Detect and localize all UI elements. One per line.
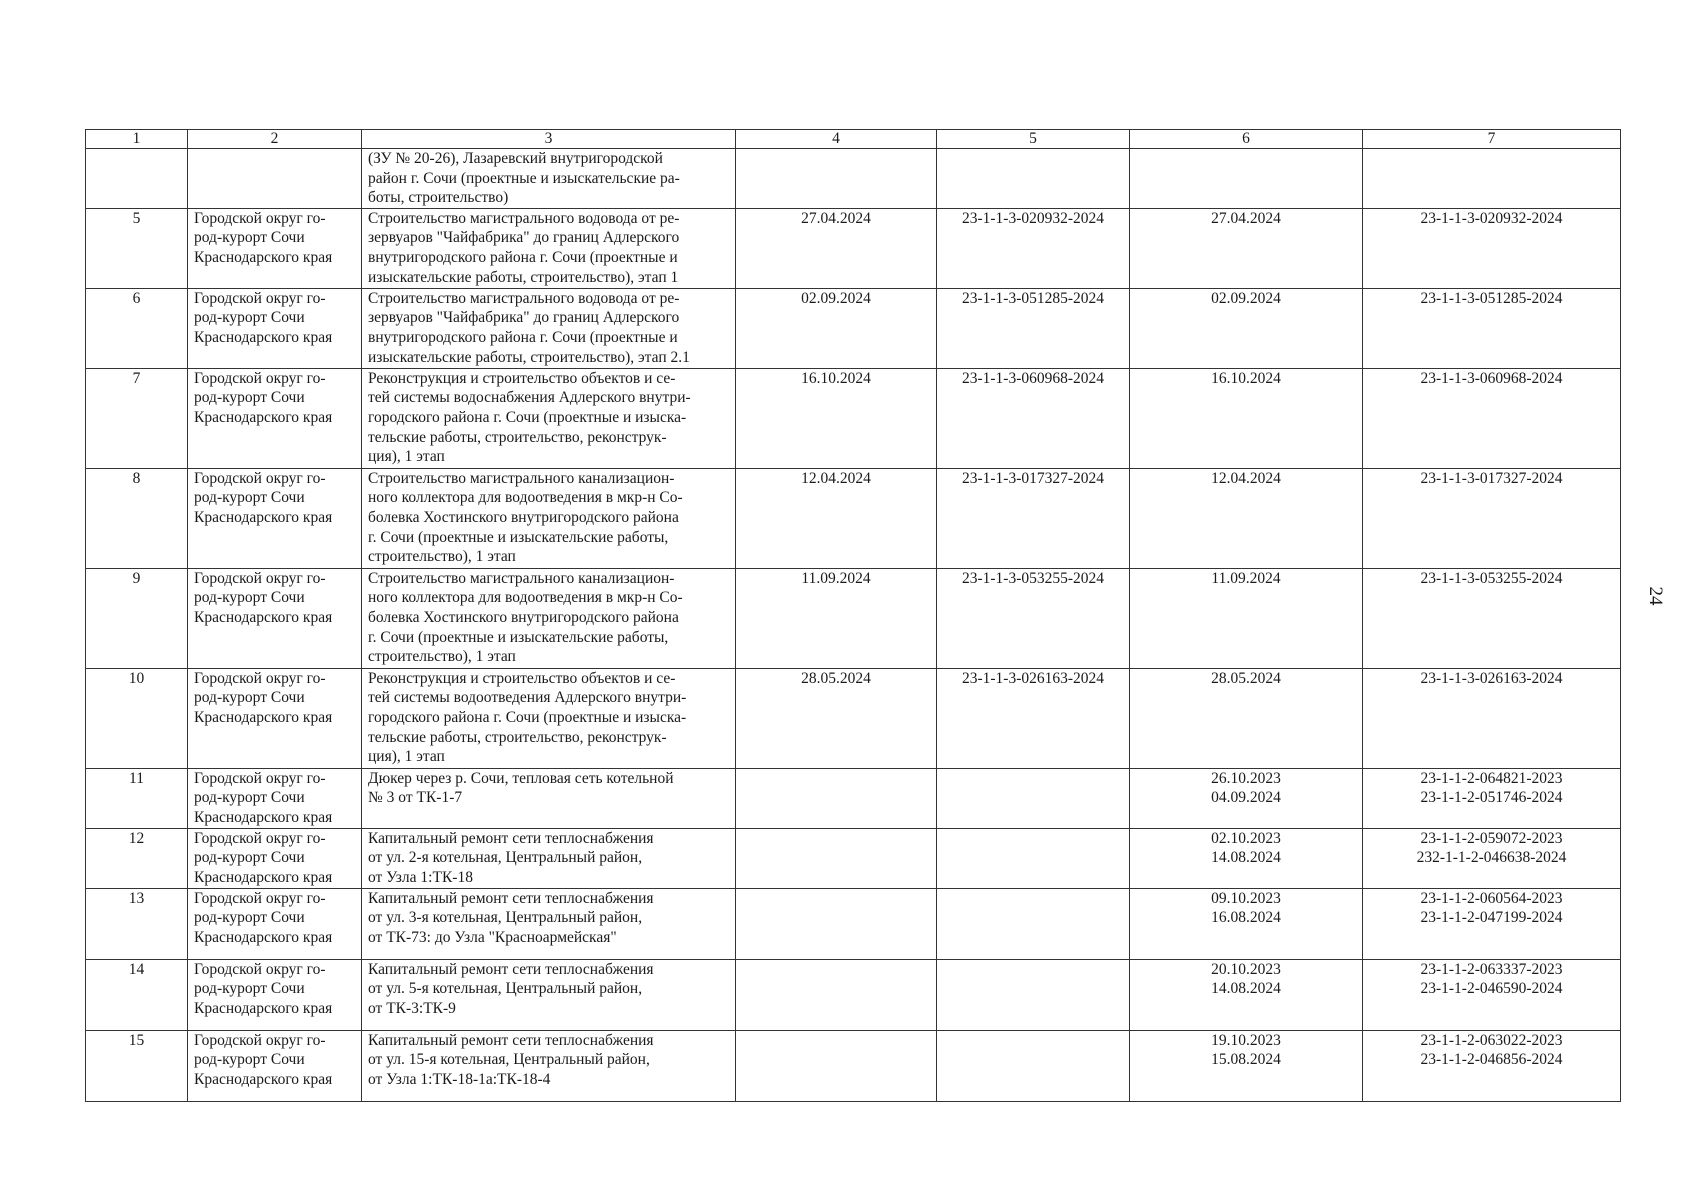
conclusion-number-cell-2: 23-1-1-2-063022-2023 23-1-1-2-046856-2024 xyxy=(1363,1030,1621,1101)
conclusion-number-cell xyxy=(937,888,1130,959)
object-description-cell: Строительство магистрального водовода от ре- зервуаров "Чайфабрика" до границ Адлерского внутригородского района г. Сочи (проектные и изыскательские работы, строительство), этап 1 xyxy=(362,208,736,288)
conclusion-number-cell-2: 23-1-1-3-053255-2024 xyxy=(1363,568,1621,668)
date-cell: 02.09.2024 xyxy=(736,288,937,368)
table-row xyxy=(86,149,1621,209)
object-description-cell: Реконструкция и строительство объектов и се- тей системы водоснабжения Адлерского внутри- городского района г. Сочи (проектные и изыска- тельские работы, строительство, реконструк- ция), 1 этап xyxy=(362,368,736,468)
date-cell-2: 12.04.2024 xyxy=(1130,468,1363,568)
conclusion-number-cell-2: 23-1-1-2-059072-2023 232-1-1-2-046638-2024 xyxy=(1363,828,1621,888)
conclusion-number-cell xyxy=(937,1030,1130,1101)
conclusion-number-cell-2 xyxy=(1363,149,1621,209)
object-description-cell: Реконструкция и строительство объектов и се- тей системы водоотведения Адлерского внутри- городского района г. Сочи (проектные и изыска- тельские работы, строительство, реконструк- ция), 1 этап xyxy=(362,668,736,768)
conclusion-number-cell: 23-1-1-3-053255-2024 xyxy=(937,568,1130,668)
page-number: 24 xyxy=(1645,586,1666,606)
conclusion-number-cell-2: 23-1-1-2-063337-2023 23-1-1-2-046590-2024 xyxy=(1363,959,1621,1030)
municipality-cell: Городской округ го- род-курорт Сочи Краснодарского края xyxy=(188,828,362,888)
table-row xyxy=(86,828,1621,888)
date-cell xyxy=(736,959,937,1030)
row-number: 5 xyxy=(86,208,188,288)
conclusion-number-cell: 23-1-1-3-060968-2024 xyxy=(937,368,1130,468)
row-number: 6 xyxy=(86,288,188,368)
table-row xyxy=(86,368,1621,468)
municipality-cell: Городской округ го- род-курорт Сочи Краснодарского края xyxy=(188,1030,362,1101)
conclusion-number-cell: 23-1-1-3-017327-2024 xyxy=(937,468,1130,568)
object-description-cell: Дюкер через р. Сочи, тепловая сеть котельной № 3 от ТК-1-7 xyxy=(362,768,736,828)
municipality-cell: Городской округ го- род-курорт Сочи Краснодарского края xyxy=(188,468,362,568)
objects-table xyxy=(85,129,1621,1102)
date-cell xyxy=(736,1030,937,1101)
table-row xyxy=(86,768,1621,828)
date-cell: 16.10.2024 xyxy=(736,368,937,468)
table-row xyxy=(86,888,1621,959)
date-cell-2: 20.10.2023 14.08.2024 xyxy=(1130,959,1363,1030)
municipality-cell: Городской округ го- род-курорт Сочи Краснодарского края xyxy=(188,888,362,959)
municipality-cell: Городской округ го- род-курорт Сочи Краснодарского края xyxy=(188,668,362,768)
row-number: 15 xyxy=(86,1030,188,1101)
conclusion-number-cell xyxy=(937,959,1130,1030)
municipality-cell: Городской округ го- род-курорт Сочи Краснодарского края xyxy=(188,208,362,288)
date-cell: 12.04.2024 xyxy=(736,468,937,568)
date-cell: 28.05.2024 xyxy=(736,668,937,768)
municipality-cell: Городской округ го- род-курорт Сочи Краснодарского края xyxy=(188,568,362,668)
date-cell xyxy=(736,768,937,828)
date-cell: 27.04.2024 xyxy=(736,208,937,288)
object-description-cell: Строительство магистрального водовода от ре- зервуаров "Чайфабрика" до границ Адлерского внутригородского района г. Сочи (проектные и изыскательские работы, строительство), этап 2.1 xyxy=(362,288,736,368)
col-header-5: 5 xyxy=(937,130,1130,149)
date-cell-2: 26.10.2023 04.09.2024 xyxy=(1130,768,1363,828)
object-description-cell: Строительство магистрального канализацион- ного коллектора для водоотведения в мкр-н Со- болевка Хостинского внутригородского района г. Сочи (проектные и изыскательские работы, строительство), 1 этап xyxy=(362,468,736,568)
row-number: 12 xyxy=(86,828,188,888)
row-number: 7 xyxy=(86,368,188,468)
date-cell-2: 09.10.2023 16.08.2024 xyxy=(1130,888,1363,959)
conclusion-number-cell-2: 23-1-1-3-026163-2024 xyxy=(1363,668,1621,768)
date-cell-2: 16.10.2024 xyxy=(1130,368,1363,468)
conclusion-number-cell-2: 23-1-1-2-064821-2023 23-1-1-2-051746-2024 xyxy=(1363,768,1621,828)
date-cell-2: 02.09.2024 xyxy=(1130,288,1363,368)
date-cell: 11.09.2024 xyxy=(736,568,937,668)
row-number: 14 xyxy=(86,959,188,1030)
table-row xyxy=(86,468,1621,568)
date-cell-2: 02.10.2023 14.08.2024 xyxy=(1130,828,1363,888)
conclusion-number-cell xyxy=(937,768,1130,828)
conclusion-number-cell-2: 23-1-1-3-017327-2024 xyxy=(1363,468,1621,568)
col-header-6: 6 xyxy=(1130,130,1363,149)
conclusion-number-cell-2: 23-1-1-3-051285-2024 xyxy=(1363,288,1621,368)
table-body xyxy=(86,149,1621,1102)
date-cell-2: 27.04.2024 xyxy=(1130,208,1363,288)
row-number: 10 xyxy=(86,668,188,768)
municipality-cell: Городской округ го- род-курорт Сочи Краснодарского края xyxy=(188,959,362,1030)
table-row xyxy=(86,288,1621,368)
date-cell-2: 19.10.2023 15.08.2024 xyxy=(1130,1030,1363,1101)
date-cell xyxy=(736,149,937,209)
col-header-7: 7 xyxy=(1363,130,1621,149)
table-row xyxy=(86,959,1621,1030)
object-description-cell: (ЗУ № 20-26), Лазаревский внутригородской район г. Сочи (проектные и изыскательские ра- боты, строительство) xyxy=(362,149,736,209)
row-number: 9 xyxy=(86,568,188,668)
date-cell-2: 28.05.2024 xyxy=(1130,668,1363,768)
conclusion-number-cell-2: 23-1-1-3-020932-2024 xyxy=(1363,208,1621,288)
object-description-cell: Капитальный ремонт сети теплоснабжения от ул. 3-я котельная, Центральный район, от ТК-73: до Узла "Красноармейская" xyxy=(362,888,736,959)
col-header-2: 2 xyxy=(188,130,362,149)
date-cell-2: 11.09.2024 xyxy=(1130,568,1363,668)
municipality-cell: Городской округ го- род-курорт Сочи Краснодарского края xyxy=(188,288,362,368)
col-header-3: 3 xyxy=(362,130,736,149)
object-description-cell: Строительство магистрального канализацион- ного коллектора для водоотведения в мкр-н Со- болевка Хостинского внутригородского района г. Сочи (проектные и изыскательские работы, строительство), 1 этап xyxy=(362,568,736,668)
conclusion-number-cell xyxy=(937,149,1130,209)
row-number: 13 xyxy=(86,888,188,959)
col-header-1: 1 xyxy=(86,130,188,149)
object-description-cell: Капитальный ремонт сети теплоснабжения от ул. 15-я котельная, Центральный район, от Узла 1:ТК-18-1а:ТК-18-4 xyxy=(362,1030,736,1101)
conclusion-number-cell-2: 23-1-1-2-060564-2023 23-1-1-2-047199-2024 xyxy=(1363,888,1621,959)
municipality-cell xyxy=(188,149,362,209)
municipality-cell: Городской округ го- род-курорт Сочи Краснодарского края xyxy=(188,368,362,468)
table-row xyxy=(86,208,1621,288)
col-header-4: 4 xyxy=(736,130,937,149)
conclusion-number-cell: 23-1-1-3-020932-2024 xyxy=(937,208,1130,288)
conclusion-number-cell-2: 23-1-1-3-060968-2024 xyxy=(1363,368,1621,468)
object-description-cell: Капитальный ремонт сети теплоснабжения от ул. 2-я котельная, Центральный район, от Узла 1:ТК-18 xyxy=(362,828,736,888)
row-number: 11 xyxy=(86,768,188,828)
conclusion-number-cell xyxy=(937,828,1130,888)
municipality-cell: Городской округ го- род-курорт Сочи Краснодарского края xyxy=(188,768,362,828)
conclusion-number-cell: 23-1-1-3-026163-2024 xyxy=(937,668,1130,768)
date-cell xyxy=(736,828,937,888)
row-number: 8 xyxy=(86,468,188,568)
object-description-cell: Капитальный ремонт сети теплоснабжения от ул. 5-я котельная, Центральный район, от ТК-3:ТК-9 xyxy=(362,959,736,1030)
table-row xyxy=(86,668,1621,768)
date-cell xyxy=(736,888,937,959)
date-cell-2 xyxy=(1130,149,1363,209)
row-number xyxy=(86,149,188,209)
header-row xyxy=(86,130,1621,149)
conclusion-number-cell: 23-1-1-3-051285-2024 xyxy=(937,288,1130,368)
table-row xyxy=(86,568,1621,668)
table-row xyxy=(86,1030,1621,1101)
